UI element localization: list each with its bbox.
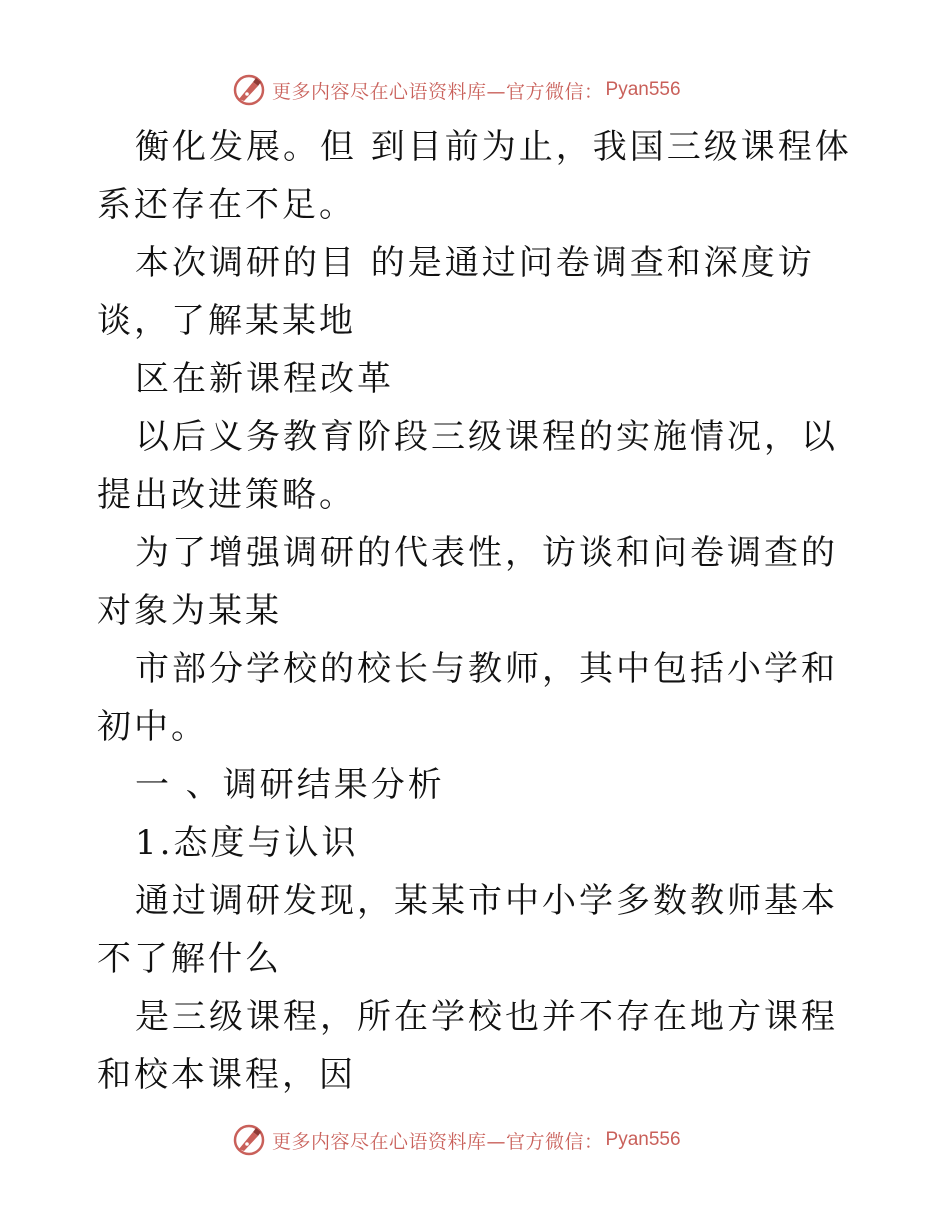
watermark-wechat-id: Pyan556 <box>605 79 681 100</box>
paragraph: 市部分学校的校长与教师，其中包括小学和初中。 <box>97 649 838 747</box>
watermark-text: 更多内容尽在心语资料库—官方微信： <box>272 80 604 103</box>
paragraph: 通过调研发现，某某市中小学多数教师基本不了解什么 <box>97 881 838 979</box>
section-heading: 一 、调研结果分析 <box>135 765 445 805</box>
footer-watermark <box>232 1122 681 1158</box>
document-body <box>97 118 857 1104</box>
pen-nib-logo-icon <box>232 1123 266 1157</box>
paragraph: 本次调研的目 的是通过问卷调查和深度访谈，了解某某地 <box>97 243 815 341</box>
paragraph: 区在新课程改革 <box>135 359 394 399</box>
paragraph: 为了增强调研的代表性，访谈和问卷调查的对象为某某 <box>97 533 838 631</box>
paragraph: 是三级课程，所在学校也并不存在地方课程和校本课程，因 <box>97 997 838 1095</box>
subsection-heading: 1.态度与认识 <box>135 823 359 863</box>
paragraph: 以后义务教育阶段三级课程的实施情况，以提出改进策略。 <box>97 417 838 515</box>
paragraph: 衡化发展。但 到目前为止，我国三级课程体系还存在不足。 <box>97 127 852 225</box>
header-watermark <box>232 72 681 108</box>
pen-nib-logo-icon <box>232 73 266 107</box>
watermark-text: 更多内容尽在心语资料库—官方微信： <box>272 1130 604 1153</box>
watermark-wechat-id: Pyan556 <box>605 1129 681 1150</box>
